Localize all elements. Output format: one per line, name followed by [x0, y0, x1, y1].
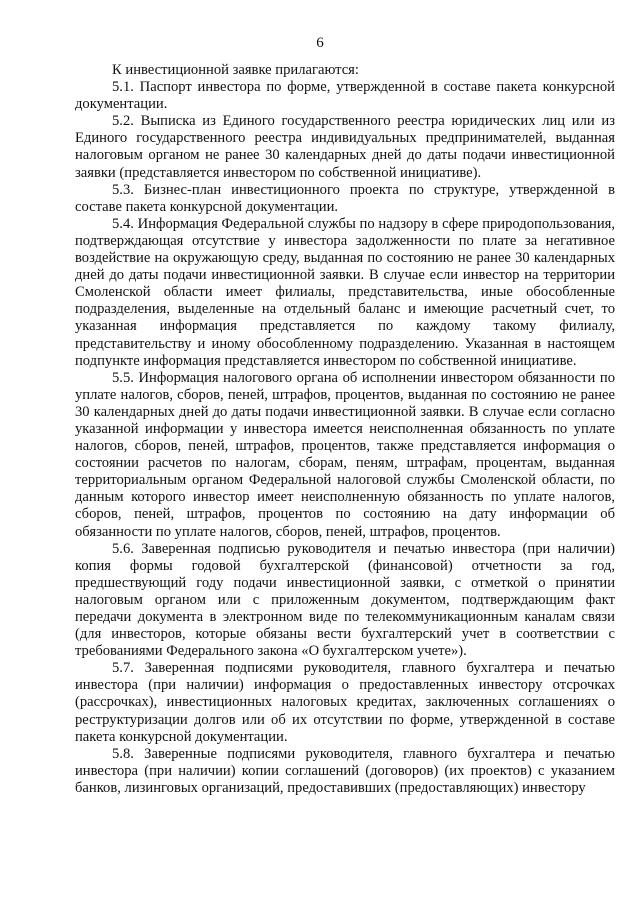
paragraph-5-5: 5.5. Информация налогового органа об исполнении инвестором обязанности по уплате налогов, сборов, пеней, штрафов, процентов, выданная по состоянию не ранее 30 календарных дней до даты подачи инвестиционной заявки. В случае если согласно указанной информации у инвестора имеется неисполненная обязанность по уплате налогов, сборов, пеней, штрафов, процентов, также представляется информация о состоянии расчетов по налогам, сборам, пеням, штрафам, процентам, выданная территориальным органом Федеральной налоговой службы Смоленской области, по данным которого инвестор имеет неисполненную обязанность по уплате налогов, сборов, пеней, штрафов, процентов по состоянию на дату информации об обязанности по уплате налогов, сборов, пеней, штрафов, процентов.: [75, 369, 615, 540]
document-body: [75, 62, 615, 797]
page-number: 6: [316, 35, 324, 51]
paragraph-5-1: 5.1. Паспорт инвестора по форме, утвержденной в составе пакета конкурсной документации.: [75, 79, 615, 113]
paragraph-5-4: 5.4. Информация Федеральной службы по надзору в сфере природопользования, подтверждающая отсутствие у инвестора задолженности по плате за негативное воздействие на окружающую среду, выданная по состоянию не ранее 30 календарных дней до даты подачи инвестиционной заявки. В случае если инвестор на территории Смоленской области имеет филиалы, представительства, иные обособленные подразделения, выделенные на отдельный баланс и имеющие расчетный счет, то указанная информация представляется по каждому такому филиалу, представительству и иному обособленному подразделению. Указанная в настоящем подпункте информация представляется инвестором по собственной инициативе.: [75, 215, 615, 369]
paragraph-5-6: 5.6. Заверенная подписью руководителя и печатью инвестора (при наличии) копия формы годовой бухгалтерской (финансовой) отчетности за год, предшествующий году подачи инвестиционной заявки, с отметкой о принятии налоговым органом или с приложенным документом, подтверждающим факт передачи документа в электронном виде по телекоммуникационным каналам связи (для инвесторов, которые обязаны вести бухгалтерский учет в соответствии с требованиями Федерального закона «О бухгалтерском учете»).: [75, 540, 615, 660]
paragraph-5-7: 5.7. Заверенная подписями руководителя, главного бухгалтера и печатью инвестора (при наличии) информация о предоставленных инвестору отсрочках (рассрочках), инвестиционных налоговых кредитах, заключенных соглашениях о реструктуризации долгов или об их отсутствии по форме, утвержденной в составе пакета конкурсной документации.: [75, 660, 615, 745]
paragraph-5-2: 5.2. Выписка из Единого государственного реестра юридических лиц или из Единого государственного реестра индивидуальных предпринимателей, выданная налоговым органом не ранее 30 календарных дней до даты подачи инвестиционной заявки (представляется инвестором по собственной инициативе).: [75, 113, 615, 181]
paragraph-5-3: 5.3. Бизнес-план инвестиционного проекта по структуре, утвержденной в составе пакета конкурсной документации.: [75, 181, 615, 215]
intro-paragraph: К инвестиционной заявке прилагаются:: [112, 62, 359, 78]
paragraph-5-8: 5.8. Заверенные подписями руководителя, главного бухгалтера и печатью инвестора (при наличии) копии соглашений (договоров) (их проектов) с указанием банков, лизинговых организаций, предоставивших (предоставляющих) инвестору: [75, 745, 615, 796]
